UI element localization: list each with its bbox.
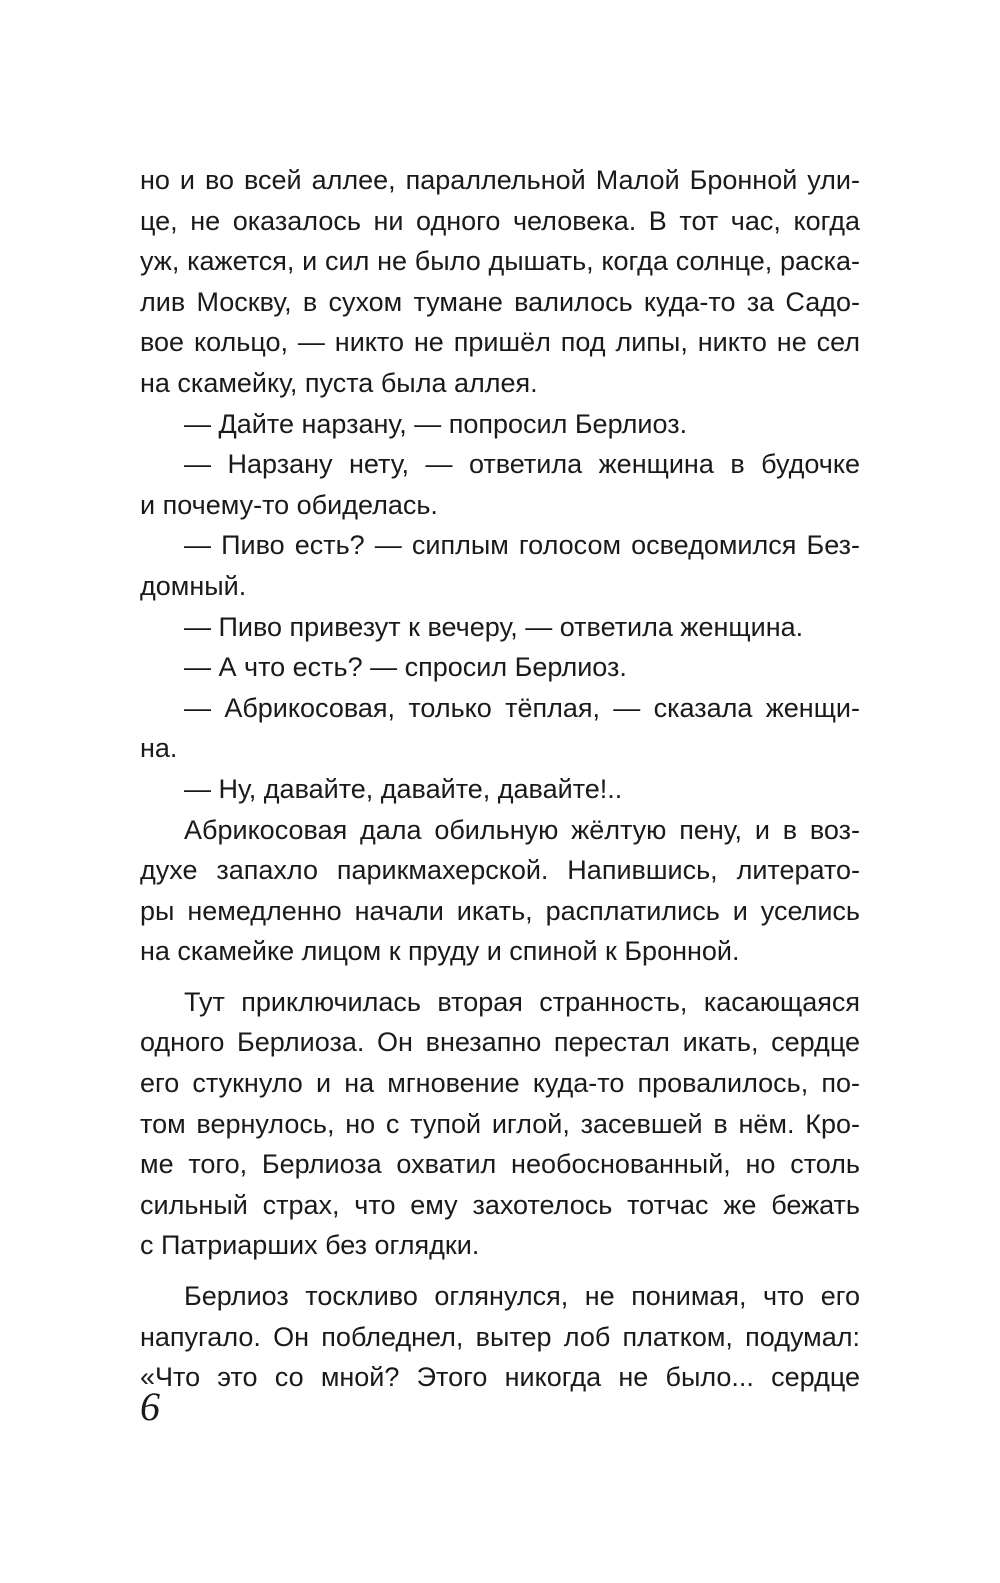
dialogue-line: — А что есть? — спросил Берлиоз. (184, 652, 627, 683)
text-line: одного Берлиоза. Он внезапно перестал икать, сердце (140, 1027, 860, 1058)
text-line: с Патриарших без оглядки. (140, 1230, 480, 1261)
paragraph-first-line: Тут приключилась вторая странность, касающаяся (184, 986, 860, 1017)
text-line: том вернулось, но с тупой иглой, засевшей в нём. Кро- (140, 1108, 860, 1139)
dialogue-line: — Пиво есть? — сиплым голосом осведомился Без- (184, 530, 860, 561)
text-line: на скамейке лицом к пруду и спиной к Бронной. (140, 936, 740, 967)
text-line: вое кольцо, — никто не пришёл под липы, никто не сел (140, 327, 860, 358)
dialogue-line: — Абрикосовая, только тёплая, — сказала женщи- (184, 692, 860, 723)
dialogue-line: — Нарзану нету, — ответила женщина в будочке (184, 449, 860, 480)
text-line: сильный страх, что ему захотелось тотчас же бежать (140, 1189, 860, 1220)
text-line: на. (140, 733, 178, 764)
dialogue-line: — Дайте нарзану, — попросил Берлиоз. (184, 408, 688, 439)
text-line: на скамейку, пуста была аллея. (140, 367, 538, 398)
text-line: и почему-то обиделась. (140, 489, 438, 520)
text-line: лив Москву, в сухом тумане валилось куда-то за Садо- (140, 286, 860, 317)
dialogue-line: — Ну, давайте, давайте, давайте!.. (184, 773, 623, 804)
paragraph-first-line: Берлиоз тоскливо оглянулся, не понимая, что его (184, 1281, 860, 1312)
text-line: «Что это со мной? Этого никогда не было... сердце (140, 1362, 860, 1393)
page-number: 6 (140, 1384, 160, 1429)
paragraph-first-line: Абрикосовая дала обильную жёлтую пену, и в воз- (184, 814, 860, 845)
text-line: его стукнуло и на мгновение куда-то провалилось, по- (140, 1068, 860, 1099)
text-line: це, не оказалось ни одного человека. В тот час, когда (140, 205, 860, 236)
dialogue-line: — Пиво привезут к вечеру, — ответила женщина. (184, 611, 804, 642)
text-line: уж, кажется, и сил не было дышать, когда солнце, раска- (140, 246, 860, 277)
body-text (140, 160, 860, 1398)
text-line: напугало. Он побледнел, вытер лоб платком, подумал: (140, 1321, 860, 1352)
text-line: ры немедленно начали икать, расплатились и уселись (140, 895, 860, 926)
text-line: но и во всей аллее, параллельной Малой Бронной ули- (140, 165, 860, 195)
text-line: ме того, Берлиоза охватил необоснованный, но столь (140, 1149, 860, 1180)
text-line: домный. (140, 570, 247, 601)
text-line: духе запахло парикмахерской. Напившись, литерато- (140, 855, 860, 886)
